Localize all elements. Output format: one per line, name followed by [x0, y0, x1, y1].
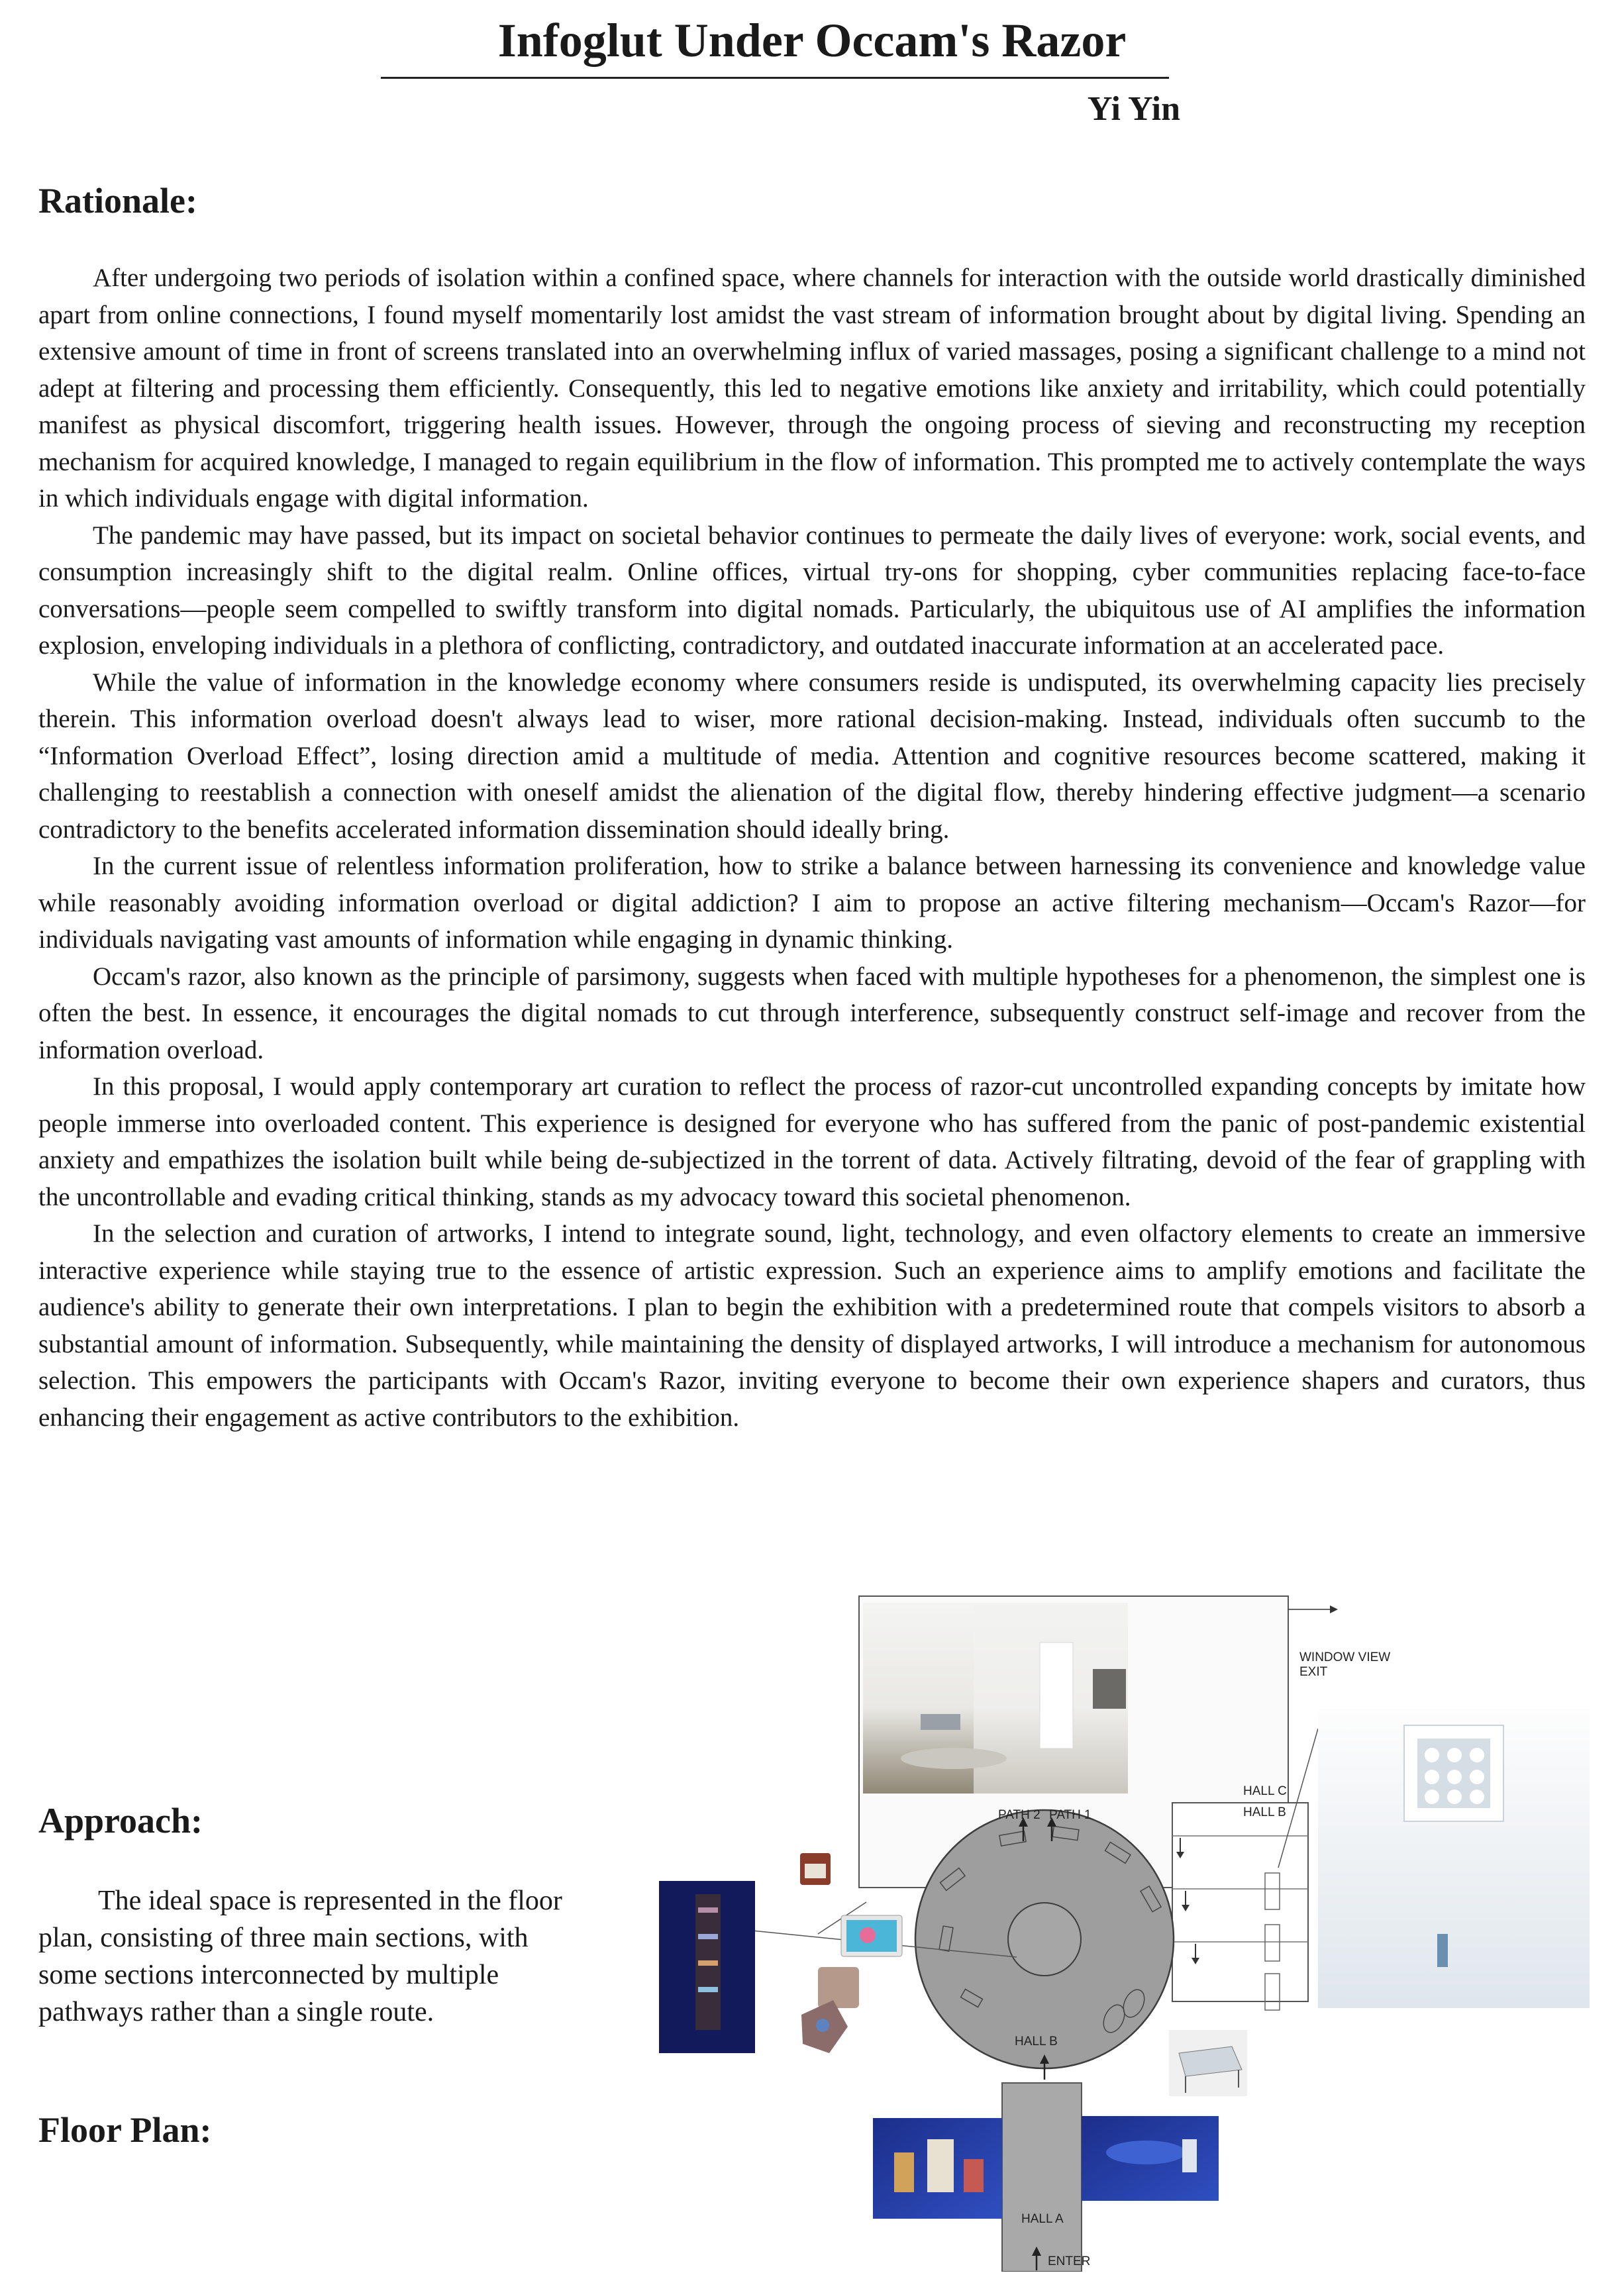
light-bulb: [1425, 1790, 1439, 1804]
blue-room-object: [927, 2139, 954, 2192]
rationale-paragraph: The pandemic may have passed, but its impact on societal behavior continues to permeate the daily lives of everyone: work, social events, and consumption increasingly shift to the digital realm. Online offices, virtual try-ons for shopping, cyber communities replacing face-to-face conversations—people seem compelled to swiftly transform into digital nomads. Particularly, the ubiquitous use of AI amplifies the information explosion, enveloping individuals in a plethora of conflicting, contradictory, and outdated inaccurate information at an accelerated pace.: [38, 521, 1586, 660]
author-name: Yi Yin: [1087, 90, 1180, 128]
title-underline: [381, 77, 1169, 79]
rationale-paragraph: In the selection and curation of artworks, I intend to integrate sound, light, technology, and even olfactory elements to create an immersive interactive experience while staying true to the essence of artistic expression. Such an experience aims to amplify emotions and facilitate the audience's ability to generate their own interpretations. I plan to begin the exhibition with a predetermined route that compels visitors to absorb a substantial amount of information. Subsequently, while maintaining the density of displayed artworks, I will introduce a mechanism for autonomous selection. This empowers the participants with Occam's Razor, inviting everyone to become their own experience shapers and curators, thus enhancing their engagement as active contributors to the exhibition.: [38, 1219, 1586, 1432]
floor-plan-drawing: [656, 1590, 1590, 2272]
rationale-paragraph: In the current issue of relentless information proliferation, how to strike a balance between harnessing its convenience and knowledge value while reasonably avoiding information overload or digital addiction? I aim to propose an active filtering mechanism—Occam's Razor—for individuals navigating vast amounts of information while engaging in dynamic thinking.: [38, 852, 1586, 954]
hall-b-annex: [1172, 1803, 1308, 2001]
light-room-figure: [1437, 1934, 1448, 1967]
light-bulb: [1425, 1748, 1439, 1762]
room-artwork: [921, 1714, 960, 1730]
rationale-paragraph: In this proposal, I would apply contemporary art curation to reflect the process of razor-cut uncontrolled expanding concepts by imitate how people immerse into overloaded content. This experience is designed for everyone who has suffered from the panic of post-pandemic existential anxiety and empathizes the isolation built while being de-subjectized in the torrent of data. Actively filtrating, devoid of the fear of grappling with the uncontrollable and evading critical thinking, stands as my advocacy toward this societal phenomenon.: [38, 1072, 1586, 1211]
central-pillar: [1008, 1903, 1081, 1976]
hall-b-right-label: HALL B: [1243, 1805, 1286, 1819]
hall-c-label: HALL C: [1243, 1784, 1287, 1798]
light-bulb: [1470, 1770, 1484, 1784]
hall-b-label: HALL B: [1015, 2035, 1058, 2048]
page-title: Infoglut Under Occam's Razor: [497, 14, 1127, 67]
rationale-body: [38, 260, 1586, 1436]
artwork-screen-figure: [860, 1927, 876, 1943]
tower-band: [698, 1907, 718, 1913]
approach-text: The ideal space is represented in the floor plan, consisting of three main sections, with some sections interconnected by multiple pathways rather than a single route.: [38, 1886, 562, 2027]
light-bulb: [1447, 1748, 1462, 1762]
tower-band: [698, 1960, 718, 1966]
artwork-box-interior: [805, 1864, 826, 1878]
approach-heading: Approach:: [38, 1801, 203, 1841]
artwork-sculpture-photo: [818, 1967, 859, 2008]
path-2-label: PATH 2: [998, 1808, 1040, 1822]
path-1-label: PATH 1: [1049, 1808, 1091, 1822]
floor-plan-diagram: [656, 1590, 1590, 2272]
rationale-paragraph: While the value of information in the knowledge economy where consumers reside is undisputed, its overwhelming capacity lies precisely therein. This information overload doesn't always lead to wiser, more rational decision-making. Instead, individuals often succumb to the “Information Overload Effect”, losing direction amid a multitude of media. Attention and cognitive resources become scattered, making it challenging to reestablish a connection with oneself amidst the alienation of the digital flow, thereby hindering effective judgment—a scenario contradictory to the benefits accelerated information dissemination should ideally bring.: [38, 668, 1586, 844]
blue-room-object: [894, 2152, 914, 2192]
exit-label: EXIT: [1299, 1665, 1328, 1679]
hall-a-label: HALL A: [1021, 2212, 1064, 2226]
room-partition: [1040, 1643, 1073, 1748]
rationale-heading: Rationale:: [38, 181, 197, 221]
light-bulb: [1470, 1790, 1484, 1804]
room-window: [1093, 1669, 1126, 1709]
blue-room-object: [1182, 2139, 1197, 2172]
tower-band: [698, 1987, 718, 1992]
tower-band: [698, 1934, 718, 1939]
hall-a-corridor: [1002, 2083, 1082, 2272]
room-debris: [901, 1748, 1007, 1769]
light-bulb: [1447, 1770, 1462, 1784]
exit-arrow-head: [1330, 1605, 1338, 1613]
light-bulb: [1470, 1748, 1484, 1762]
light-bulb: [1425, 1770, 1439, 1784]
rationale-paragraph: Occam's razor, also known as the principle of parsimony, suggests when faced with multiple hypotheses for a phenomenon, the simplest one is often the best. In essence, it encourages the digital nomads to cut through interference, subsequently construct self-image and recover from the information overload.: [38, 962, 1586, 1064]
blue-room-object: [964, 2159, 984, 2192]
window-view-label: WINDOW VIEW: [1299, 1650, 1391, 1664]
floor-plan-heading: Floor Plan:: [38, 2110, 212, 2150]
blue-room-seat: [1106, 2141, 1186, 2164]
artwork-rock-detail: [816, 2019, 829, 2032]
light-bulb: [1447, 1790, 1462, 1804]
rationale-paragraph: After undergoing two periods of isolation within a confined space, where channels for interaction with the outside world drastically diminished apart from online connections, I found myself momentarily lost amidst the vast stream of information brought about by digital living. Spending an extensive amount of time in front of screens translated into an overwhelming influx of varied massages, posing a significant challenge to a mind not adept at filtering and processing them efficiently. Consequently, this led to negative emotions like anxiety and irritability, which could potentially manifest as physical discomfort, triggering health issues. However, through the ongoing process of sieving and reconstructing my reception mechanism for acquired knowledge, I managed to regain equilibrium in the flow of information. This prompted me to actively contemplate the ways in which individuals engage with digital information.: [38, 264, 1586, 513]
enter-label: ENTER: [1048, 2254, 1091, 2268]
